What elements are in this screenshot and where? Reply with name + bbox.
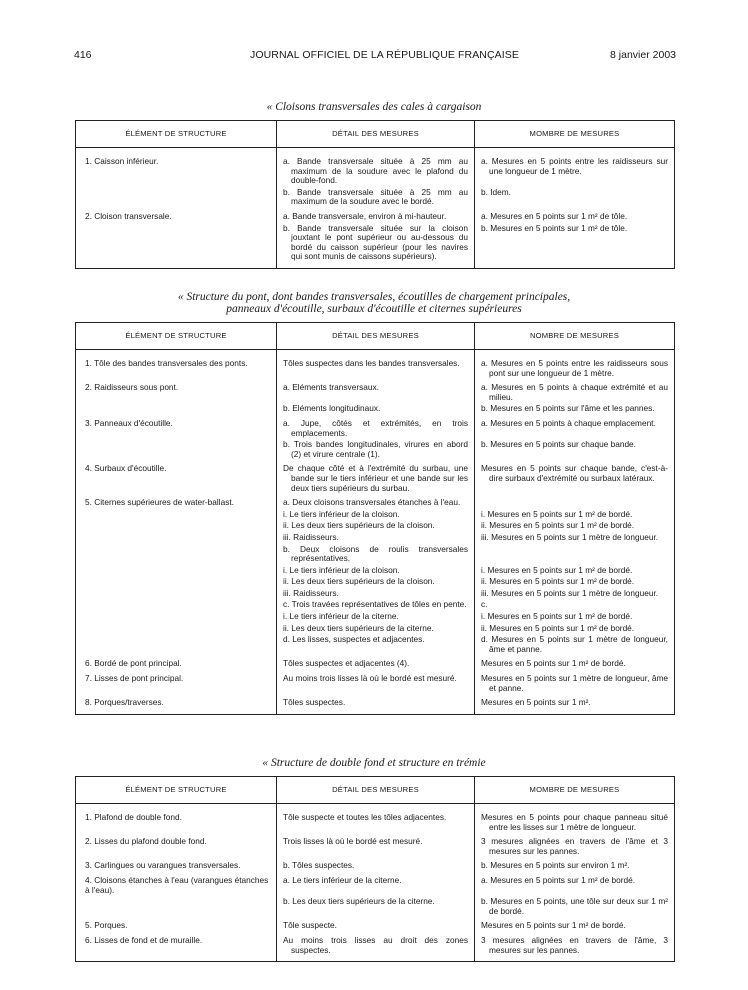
table-row xyxy=(76,694,675,714)
detail-cell xyxy=(277,611,475,623)
table-row xyxy=(76,520,675,532)
column-header-nombre: MOMBRE DE MESURES xyxy=(475,777,675,804)
nombre-text: a. Mesures en 5 points sur 1 m² de tôle. xyxy=(481,210,628,221)
nombre-text: 3 mesures alignées en travers de l'âme, 3 mesures sur les pannes. xyxy=(481,934,668,955)
detail-cell xyxy=(277,544,475,565)
detail-cell xyxy=(277,358,475,379)
detail-cell xyxy=(277,223,475,269)
nombre-cell xyxy=(475,223,675,269)
detail-text: a. Bande transversale située à 25 mm au maximum de la soudure avec le plafond du double-fond. xyxy=(283,156,468,186)
detail-cell xyxy=(277,599,475,611)
table-row xyxy=(76,634,675,655)
table-row xyxy=(76,403,675,415)
nombre-cell xyxy=(475,857,675,872)
column-header-element: ÉLÉMENT DE STRUCTURE xyxy=(76,323,277,350)
detail-text: ii. Les deux tiers supérieurs de la cloison. xyxy=(283,576,435,587)
nombre-cell xyxy=(475,833,675,857)
nombre-cell xyxy=(475,896,675,917)
nombre-text: Mesures en 5 points sur 1 m². xyxy=(481,697,591,708)
nombre-cell xyxy=(475,932,675,962)
detail-text: a. Deux cloisons transversales étanches à l'eau. xyxy=(283,497,461,508)
detail-text: d. Les lisses, suspectes et adjacentes. xyxy=(283,634,425,645)
element-cell xyxy=(76,896,277,917)
nombre-cell xyxy=(475,588,675,600)
nombre-cell xyxy=(475,494,675,509)
detail-text: b. Trois bandes longitudinales, virures en abord (2) et virure centrale (1). xyxy=(283,439,468,459)
element-cell: 5. Citernes supérieures de water-ballast. xyxy=(76,494,277,509)
nombre-text: i. Mesures en 5 points sur 1 m² de bordé. xyxy=(481,508,633,519)
table-row xyxy=(76,655,675,670)
table-row xyxy=(76,857,675,872)
detail-text: i. Le tiers inférieur de la citerne. xyxy=(283,611,399,622)
table-row xyxy=(76,932,675,962)
element-cell xyxy=(76,403,277,415)
detail-text: b. Les deux tiers supérieurs de la citerne. xyxy=(283,896,435,907)
nombre-cell xyxy=(475,379,675,403)
nombre-cell xyxy=(475,634,675,655)
nombre-text: ii. Mesures en 5 points sur 1 m² de bordé. xyxy=(481,622,635,633)
nombre-text: ii. Mesures en 5 points sur 1 m² de bordé. xyxy=(481,576,635,587)
table-row xyxy=(76,415,675,439)
detail-cell xyxy=(277,532,475,544)
section-title: « Structure du pont, dont bandes transversales, écoutilles de chargement principales, xyxy=(177,291,571,303)
nombre-text: b. Mesures en 5 points, une tôle sur deux sur 1 m² de bordé. xyxy=(481,896,668,916)
detail-cell xyxy=(277,565,475,577)
nombre-text: d. Mesures en 5 points sur 1 mètre de longueur, âme et panne. xyxy=(481,634,668,654)
table-row xyxy=(76,156,675,187)
nombre-cell xyxy=(475,520,675,532)
nombre-text: Mesures en 5 points sur 1 m² de bordé. xyxy=(481,658,626,669)
nombre-cell xyxy=(475,655,675,670)
detail-text: b. Bande transversale située sur la cloison jouxtant le pont supérieur ou au-dessous du bordé du caisson supérieur (pour les navires qui sont munis de caissons supérieurs). xyxy=(283,222,468,262)
detail-cell xyxy=(277,634,475,655)
measures-table xyxy=(75,776,675,962)
detail-text: Tôles suspectes. xyxy=(283,697,346,708)
nombre-cell xyxy=(475,670,675,694)
element-cell xyxy=(76,532,277,544)
detail-cell xyxy=(277,896,475,917)
nombre-text: a. Mesures en 5 points entre les raidisseurs sous pont sur une longueur de 1 mètre. xyxy=(481,358,668,378)
detail-text: b. Eléments longitudinaux. xyxy=(283,403,381,414)
element-cell: 4. Cloisons étanches à l'eau (varangues étanches à l'eau). xyxy=(76,872,277,896)
detail-cell xyxy=(277,156,475,187)
nombre-text: Mesures en 5 points sur 1 mètre de longueur, âme et panne. xyxy=(481,673,668,693)
element-cell: 5. Porques. xyxy=(76,917,277,932)
nombre-text: c. xyxy=(481,599,488,610)
detail-text: a. Le tiers inférieur de la citerne. xyxy=(283,874,402,885)
nombre-text: i. Mesures en 5 points sur 1 m² de bordé. xyxy=(481,611,633,622)
detail-text: Tôle suspecte. xyxy=(283,920,337,931)
element-cell xyxy=(76,223,277,269)
detail-cell xyxy=(277,857,475,872)
element-cell: 6. Lisses de fond et de muraille. xyxy=(76,932,277,962)
detail-text: iii. Raidisseurs. xyxy=(283,531,339,542)
nombre-text: iii. Mesures en 5 points sur 1 mètre de longueur. xyxy=(481,531,659,542)
nombre-cell xyxy=(475,403,675,415)
table-row xyxy=(76,565,675,577)
nombre-text: ii. Mesures en 5 points sur 1 m² de bordé. xyxy=(481,520,635,531)
element-cell xyxy=(76,187,277,208)
table-row xyxy=(76,358,675,379)
element-cell: 3. Panneaux d'écoutille. xyxy=(76,415,277,439)
detail-cell xyxy=(277,520,475,532)
nombre-text: a. Mesures en 5 points à chaque emplacement. xyxy=(481,417,656,428)
element-cell xyxy=(76,623,277,635)
detail-text: ii. Les deux tiers supérieurs de la cloison. xyxy=(283,520,435,531)
nombre-text: Mesures en 5 points sur chaque bande, c'est-à-dire surbaux d'extrémité ou surbaux latéraux. xyxy=(481,463,668,483)
page-header xyxy=(0,49,748,65)
table-row xyxy=(76,544,675,565)
detail-cell xyxy=(277,655,475,670)
detail-cell xyxy=(277,403,475,415)
column-header-detail: DÉTAIL DES MESURES xyxy=(277,777,475,804)
nombre-cell xyxy=(475,208,675,223)
element-cell xyxy=(76,576,277,588)
nombre-text: b. Mesures en 5 points sur l'âme et les pannes. xyxy=(481,403,655,414)
column-header-nombre: MOMBRE DE MESURES xyxy=(475,121,675,148)
element-cell xyxy=(76,439,277,460)
table-row xyxy=(76,872,675,896)
nombre-cell xyxy=(475,599,675,611)
nombre-cell xyxy=(475,611,675,623)
column-header-detail: DÉTAIL DES MESURES xyxy=(277,121,475,148)
detail-cell xyxy=(277,932,475,962)
element-cell: 3. Carlingues ou varangues transversales. xyxy=(76,857,277,872)
column-header-element: ÉLÉMENT DE STRUCTURE xyxy=(76,777,277,804)
element-cell: 2. Lisses du plafond double fond. xyxy=(76,833,277,857)
nombre-cell xyxy=(475,509,675,521)
nombre-cell xyxy=(475,565,675,577)
detail-cell xyxy=(277,694,475,714)
nombre-cell xyxy=(475,532,675,544)
detail-cell xyxy=(277,872,475,896)
table-row xyxy=(76,611,675,623)
table-row xyxy=(76,896,675,917)
detail-text: a. Jupe, côtés et extrémités, en trois emplacements. xyxy=(283,417,468,438)
detail-cell xyxy=(277,494,475,509)
nombre-text: Mesures en 5 points pour chaque panneau situé entre les lisses sur 1 mètre de longueur. xyxy=(481,812,668,832)
nombre-text: 3 mesures alignées en travers de l'âme et 3 mesures sur les pannes. xyxy=(481,836,668,856)
detail-cell xyxy=(277,812,475,833)
table-row xyxy=(76,509,675,521)
nombre-cell xyxy=(475,439,675,460)
element-cell: 7. Lisses de pont principal. xyxy=(76,670,277,694)
nombre-text: a. Mesures en 5 points à chaque extrémité et au milieu. xyxy=(481,382,668,402)
table-row xyxy=(76,588,675,600)
table-row xyxy=(76,439,675,460)
detail-cell xyxy=(277,187,475,208)
table-row xyxy=(76,599,675,611)
table-row xyxy=(76,223,675,269)
element-cell xyxy=(76,634,277,655)
element-cell: 8. Porques/traverses. xyxy=(76,694,277,714)
journal-title: JOURNAL OFFICIEL DE LA RÉPUBLIQUE FRANÇAISE xyxy=(250,49,519,61)
nombre-cell xyxy=(475,187,675,208)
detail-text: Au moins trois lisses au droit des zones suspectes. xyxy=(283,934,468,955)
element-cell xyxy=(76,520,277,532)
detail-cell xyxy=(277,379,475,403)
nombre-cell xyxy=(475,623,675,635)
table-row xyxy=(76,833,675,857)
detail-text: a. Bande transversale, environ à mi-hauteur. xyxy=(283,210,447,221)
detail-text: De chaque côté et à l'extrémité du surbau, une bande sur le tiers inférieur et une bande sur les deux tiers supérieurs du surbau. xyxy=(283,463,468,493)
element-cell: 2. Cloison transversale. xyxy=(76,208,277,223)
element-cell xyxy=(76,611,277,623)
publication-date: 8 janvier 2003 xyxy=(610,49,676,61)
column-header-nombre: NOMBRE DE MESURES xyxy=(475,323,675,350)
detail-text: i. Le tiers inférieur de la cloison. xyxy=(283,508,400,519)
detail-text: Au moins trois lisses là où le bordé est mesuré. xyxy=(283,673,457,684)
element-cell: 1. Caisson inférieur. xyxy=(76,156,277,187)
nombre-text: b. Mesures en 5 points sur 1 m² de tôle. xyxy=(481,222,628,233)
table-row xyxy=(76,187,675,208)
detail-cell xyxy=(277,415,475,439)
element-cell xyxy=(76,565,277,577)
detail-text: Tôles suspectes dans les bandes transversales. xyxy=(283,358,460,368)
table-row xyxy=(76,670,675,694)
page-number: 416 xyxy=(74,49,92,61)
element-cell xyxy=(76,544,277,565)
table-row xyxy=(76,576,675,588)
table-row xyxy=(76,494,675,509)
detail-text: ii. Les deux tiers supérieurs de la citerne. xyxy=(283,622,434,633)
element-cell xyxy=(76,509,277,521)
detail-text: i. Le tiers inférieur de la cloison. xyxy=(283,564,400,575)
detail-cell xyxy=(277,917,475,932)
table-row xyxy=(76,532,675,544)
table-row xyxy=(76,623,675,635)
section-title: « Cloisons transversales des cales à cargaison xyxy=(266,101,482,113)
column-header-detail: DÉTAIL DES MESURES xyxy=(277,323,475,350)
nombre-text: a. Mesures en 5 points entre les raidisseurs sur une longueur de 1 mètre. xyxy=(481,156,668,176)
detail-cell xyxy=(277,208,475,223)
nombre-text: b. Mesures en 5 points sur chaque bande. xyxy=(481,439,636,450)
element-cell: 6. Bordé de pont principal. xyxy=(76,655,277,670)
detail-text: b. Tôles suspectes. xyxy=(283,860,355,871)
table-row xyxy=(76,917,675,932)
detail-text: c. Trois travées représentatives de tôles en pente. xyxy=(283,599,467,610)
element-cell: 1. Plafond de double fond. xyxy=(76,812,277,833)
nombre-cell xyxy=(475,358,675,379)
element-cell xyxy=(76,599,277,611)
table-row xyxy=(76,812,675,833)
detail-cell xyxy=(277,588,475,600)
nombre-text: iii. Mesures en 5 points sur 1 mètre de longueur. xyxy=(481,587,659,598)
element-cell: 2. Raidisseurs sous pont. xyxy=(76,379,277,403)
table-row xyxy=(76,379,675,403)
detail-cell xyxy=(277,509,475,521)
nombre-cell xyxy=(475,576,675,588)
nombre-cell xyxy=(475,694,675,714)
detail-text: a. Eléments transversaux. xyxy=(283,382,379,393)
detail-text: b. Deux cloisons de roulis transversales représentatives. xyxy=(283,543,468,564)
nombre-cell xyxy=(475,156,675,187)
nombre-text: b. Mesures en 5 points sur environ 1 m². xyxy=(481,860,630,871)
nombre-text: Mesures en 5 points sur 1 m² de bordé. xyxy=(481,920,626,931)
nombre-text: b. Idem. xyxy=(481,186,511,197)
nombre-cell xyxy=(475,872,675,896)
detail-text: b. Bande transversale située à 25 mm au maximum de la soudure avec le bordé. xyxy=(283,186,468,207)
detail-cell xyxy=(277,460,475,494)
table-row xyxy=(76,208,675,223)
detail-cell xyxy=(277,670,475,694)
table-row xyxy=(76,460,675,494)
detail-text: Tôle suspecte et toutes les tôles adjacentes. xyxy=(283,812,447,822)
measures-table xyxy=(75,322,675,715)
detail-cell xyxy=(277,576,475,588)
nombre-cell xyxy=(475,415,675,439)
measures-table xyxy=(75,120,675,269)
element-cell xyxy=(76,588,277,600)
element-cell: 1. Tôle des bandes transversales des ponts. xyxy=(76,358,277,379)
detail-cell xyxy=(277,833,475,857)
nombre-cell xyxy=(475,812,675,833)
column-header-element: ÉLÉMENT DE STRUCTURE xyxy=(76,121,277,148)
detail-text: Tôles suspectes et adjacentes (4). xyxy=(283,658,410,669)
nombre-cell xyxy=(475,917,675,932)
detail-text: iii. Raidisseurs. xyxy=(283,587,339,598)
section-subtitle: panneaux d'écoutille, surbaux d'écoutille et citernes supérieures xyxy=(226,303,522,315)
section-title: « Structure de double fond et structure en trémie xyxy=(262,757,486,769)
nombre-text: i. Mesures en 5 points sur 1 m² de bordé. xyxy=(481,564,633,575)
detail-cell xyxy=(277,439,475,460)
detail-text: Trois lisses là où le bordé est mesuré. xyxy=(283,836,423,847)
nombre-cell xyxy=(475,460,675,494)
nombre-cell xyxy=(475,544,675,565)
detail-cell xyxy=(277,623,475,635)
nombre-text: a. Mesures en 5 points sur 1 m² de bordé. xyxy=(481,874,636,885)
element-cell: 4. Surbaux d'écoutille. xyxy=(76,460,277,494)
